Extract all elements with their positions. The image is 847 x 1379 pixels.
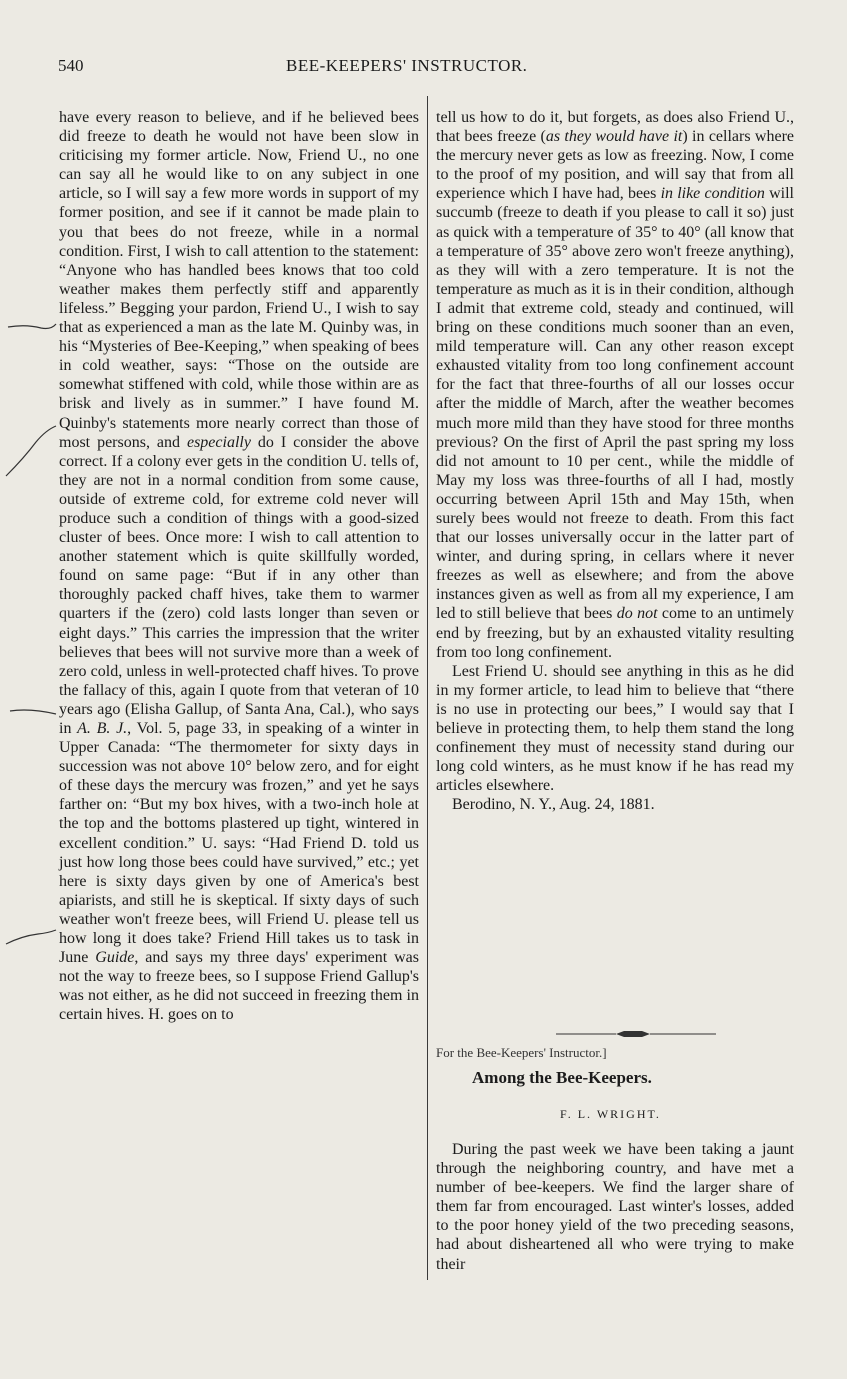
text-run: have every reason to believe, and if he believed bees did freeze to death he would not have been slow in criticising my former article. Now, Friend U., no one can say all he would like to on any subject in one article, so I will say a few more words in support of my former position, and see if it cannot be made plain to you that bees do not freeze, while in a normal condition. First, I wish to call attention to the statement: “Anyone who has handled bees knows that too cold weather makes them perfectly stiff and apparently lifeless.” Begging your pardon, Friend U., I wish to say that as experienced a man as the late M. Quinby was, in his “Mysteries of Bee-Keeping,” when speaking of bees in cold weather, says: “Those on the outside are somewhat stiffened with cold, while those within are as brisk and lively as in summer.” I have found M. Quinby's statements more nearly correct than those of most persons, and — [59, 109, 419, 451]
body-paragraph — [59, 108, 419, 1025]
emphasis: in like condition — [660, 185, 765, 203]
margin-pencil-mark — [8, 704, 58, 718]
margin-pencil-mark — [2, 418, 58, 480]
text-run: come to an untimely end by freezing, but by an exhausted vitality resulting from too long confinement. — [436, 605, 794, 661]
text-run: do I consider the above correct. If a colony ever gets in the condition U. tells of, they are not in a normal condition from some cause, outside of extreme cold, for extreme cold never will produce such a condition of things with a good-sized cluster of bees. Once more: I wish to call attention to another statement which is quite skillfully worded, found on same page: “But if in any other than thoroughly packed chaff hives, take them to warmer quarters if the (zero) cold lasts longer than seven or eight days.” This carries the impression that the writer believes that bees will not survive more than a week of zero cold, unless in well-protected chaff hives. To prove the fallacy of this, again I quote from that veteran of 10 years ago (Elisha Gallup, of Santa Ana, Cal.), who says in — [59, 433, 419, 737]
citation: A. B. J. — [77, 720, 128, 737]
margin-pencil-mark — [6, 318, 58, 332]
column-rule — [427, 96, 428, 1280]
text-run: will succumb (freeze to death if you please to call it so) just as quick with a temperature of 35° to 40° (all know that a temperature of 35° above zero won't freeze anything), as they will with a zero temperature. It is not the temperature as much as it is in their condition, although I admit that extreme cold, steady and continued, will bring on these conditions much sooner than an even, mild temperature will. Can any other reason except exhausted vitality from too long confinement account for the fact that three-fourths of all our losses occur after the middle of March, after the weather becomes much more mild than they have stood for three months previous? On the first of April the past spring my loss did not amount to 10 per cent., while the middle of May my loss was three-fourths of all I had, mostly occurring between April 15th and May 15th, when surely bees would not freeze to death. From this fact that our losses universally occur in the latter part of winter, and during spring, in cellars where it never freezes as well as elsewhere; and from the above instances given as well as from all my experience, I am led to still believe that bees — [436, 185, 794, 623]
emphasis: as they would have it — [545, 128, 683, 146]
journal-name: Guide — [95, 949, 135, 967]
divider-ornament — [556, 1031, 716, 1037]
section-divider — [556, 1031, 716, 1037]
text-run: , Vol. 5, page 33, in speaking of a winter in Upper Canada: “The thermometer for sixty days in succession was not above 10° below zero, and for eight of these days the mercury was frozen,” and yet he says farther on: “But my box hives, with a two-inch hole at the top and the bottoms plastered up tight, wintered in excellent condition.” U. says: “Had Friend D. told us just how long those bees could have survived,” etc.; yet here is sixty days given by one of America's best apiarists, and still he is skeptical. If sixty days of such weather won't freeze bees, will Friend U. please tell us how long it does take? Friend Hill takes us to task in June — [59, 720, 419, 967]
article-body — [436, 1140, 794, 1274]
journal-title: BEE-KEEPERS' INSTRUCTOR. — [286, 56, 528, 75]
emphasis: do not — [616, 605, 658, 623]
left-column — [59, 108, 419, 1025]
right-column — [436, 108, 794, 814]
body-paragraph — [436, 108, 794, 662]
page-number: 540 — [58, 56, 84, 75]
article-title: Among the Bee-Keepers. — [472, 1068, 652, 1087]
text-run: tell us how to do it, but forgets, as does also Friend U., that bees freeze ( — [436, 109, 794, 146]
source-note: For the Bee-Keepers' Instructor.] — [436, 1045, 607, 1060]
byline: F. L. WRIGHT. — [560, 1107, 661, 1121]
body-paragraph: During the past week we have been taking a jaunt through the neighboring country, and have met a number of bee-keepers. We find the larger share of them far from encouraged. Last winter's losses, added to the poor honey yield of the two preceding seasons, had about disheartened all who were trying to make their — [436, 1141, 794, 1273]
body-paragraph: Lest Friend U. should see anything in this as he did in my former article, to lead him to believe that “there is no use in protecting our bees,” I would say that I believe in protecting them, to help them stand the long confinement they must of necessity stand during our long cold winters, as he must know if he has read my articles elsewhere. — [436, 662, 794, 795]
emphasis: especially — [186, 433, 251, 451]
margin-pencil-mark — [4, 928, 58, 948]
text-run: ) in cellars where the mercury never gets as low as freezing. Now, I come to the proof of my position, and will say that from all experience which I have had, bees — [436, 128, 794, 203]
running-head — [58, 56, 787, 78]
signoff: Berodino, N. Y., Aug. 24, 1881. — [452, 796, 655, 814]
text-run: , and says my three days' experiment was not the way to freeze bees, so I suppose Friend Gallup's was not either, as he did not succeed in freezing them in certain hives. H. goes on to — [59, 949, 420, 1024]
